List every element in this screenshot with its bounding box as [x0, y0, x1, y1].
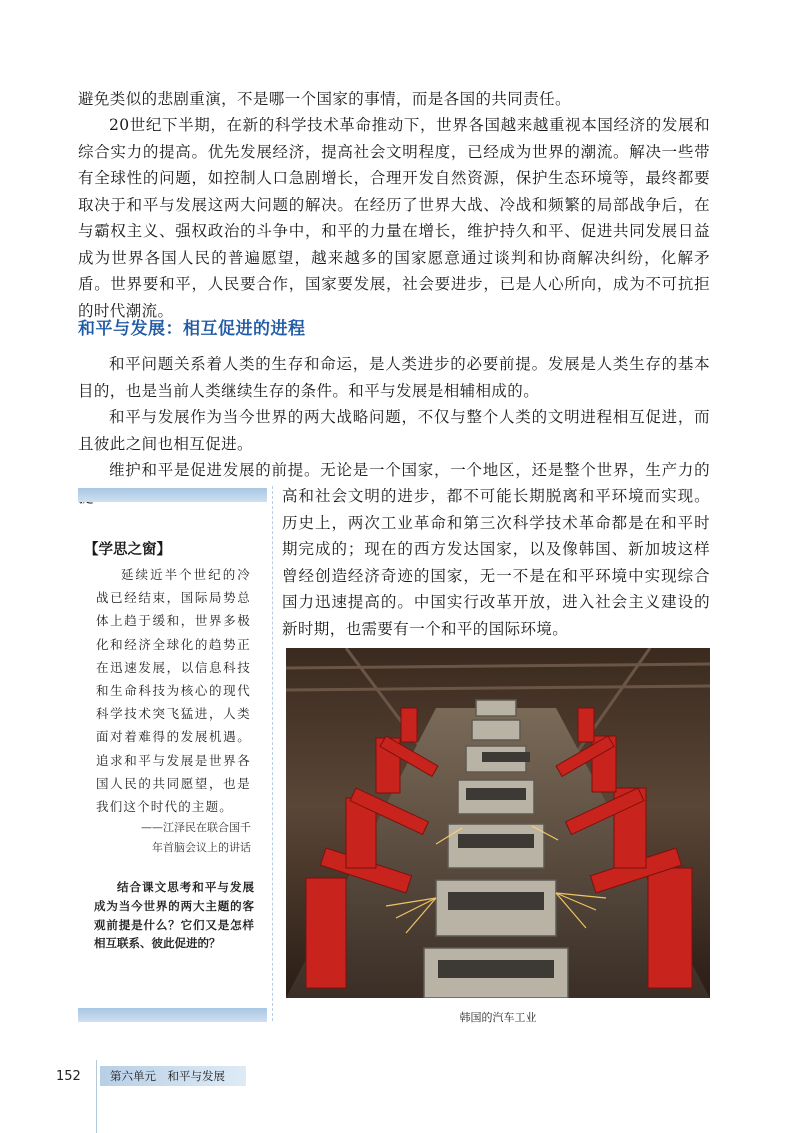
page-number: 152 — [56, 1069, 81, 1084]
section-heading: 和平与发展：相互促进的进程 — [78, 319, 306, 339]
sidebar-bottom-bar — [78, 1008, 267, 1022]
sidebar-quote: 延续近半个世纪的冷战已经结束，国际局势总体上趋于缓和，世界多极化和经济全球化的趋势正在迅速发展，以信息科技和生命科技为核心的现代科学技术突飞猛进，人类面对着难得的发展机遇。追求和平与发展是世界各国人民的共同愿望，也是我们这个时代的主题。 — [96, 567, 251, 815]
paragraph-peace-development-trend: 20世纪下半期，在新的科学技术革命推动下，世界各国越来越重视本国经济的发展和综合实力的提高。优先发展经济，提高社会文明程度，已经成为世界的潮流。解决一些带有全球性的问题，如控制人口急剧增长，合理开发自然资源，保护生态环境等，最终都要取决于和平与发展这两大问题的解决。在经历了世界大战、冷战和频繁的局部战争后，在与霸权主义、强权政治的斗争中，和平的力量在增长，维护持久和平、促进共同发展日益成为世界各国人民的普遍愿望，越来越多的国家愿意通过谈判和协商解决纠纷，化解矛盾。世界要和平，人民要合作，国家要发展，社会要进步，已是人心所向，成为不可抗拒的时代潮流。 — [78, 116, 710, 320]
paragraph-peace-and-development: 和平问题关系着人类的生存和命运，是人类进步的必要前提。发展是人类生存的基本目的，也是当前人类继续生存的条件。和平与发展是相辅相成的。 — [78, 355, 710, 400]
paragraph-continued: 避免类似的悲剧重演，不是哪一个国家的事情，而是各国的共同责任。 — [78, 90, 571, 108]
photo-caption: 韩国的汽车工业 — [459, 1011, 537, 1024]
sidebar-top-bar — [78, 488, 267, 502]
paragraph-peace-premise-continued: 高和社会文明的进步，都不可能长期脱离和平环境而实现。历史上，两次工业革命和第三次科学技术革命都是在和平时期完成的；现在的西方发达国家，以及像韩国、新加坡这样曾经创造经济奇迹的国家，无一不是在和平环境中实现综合国力迅速提高的。中国实行改革开放，进入社会主义建设的新时期，也需要有一个和平的国际环境。 — [282, 487, 710, 638]
car-assembly-line-illustration — [286, 648, 710, 998]
sidebar-quote-source — [96, 818, 251, 858]
car-factory-photo — [286, 648, 710, 998]
footer-rule — [96, 1060, 97, 1133]
paragraph-strategic-issues: 和平与发展作为当今世界的两大战略问题，不仅与整个人类的文明进程相互促进，而且彼此之间也相互促进。 — [78, 408, 710, 453]
sidebar-question: 结合课文思考和平与发展成为当今世界的两大主题的客观前提是什么？它们又是怎样相互联系、彼此促进的？ — [94, 880, 254, 951]
paragraph-peace-premise-start: 维护和平是促进发展的前提。无论是一个国家，一个地区，还是整个世界，生产力的 — [109, 461, 710, 479]
unit-title: 第六单元 和平与发展 — [110, 1069, 225, 1083]
source-line-1: ——江泽民在联合国千 — [141, 821, 251, 834]
sidebar-divider — [272, 486, 273, 1021]
source-line-2: 年首脑会议上的讲话 — [152, 841, 251, 854]
sidebar-title: 【学思之窗】 — [84, 542, 171, 558]
